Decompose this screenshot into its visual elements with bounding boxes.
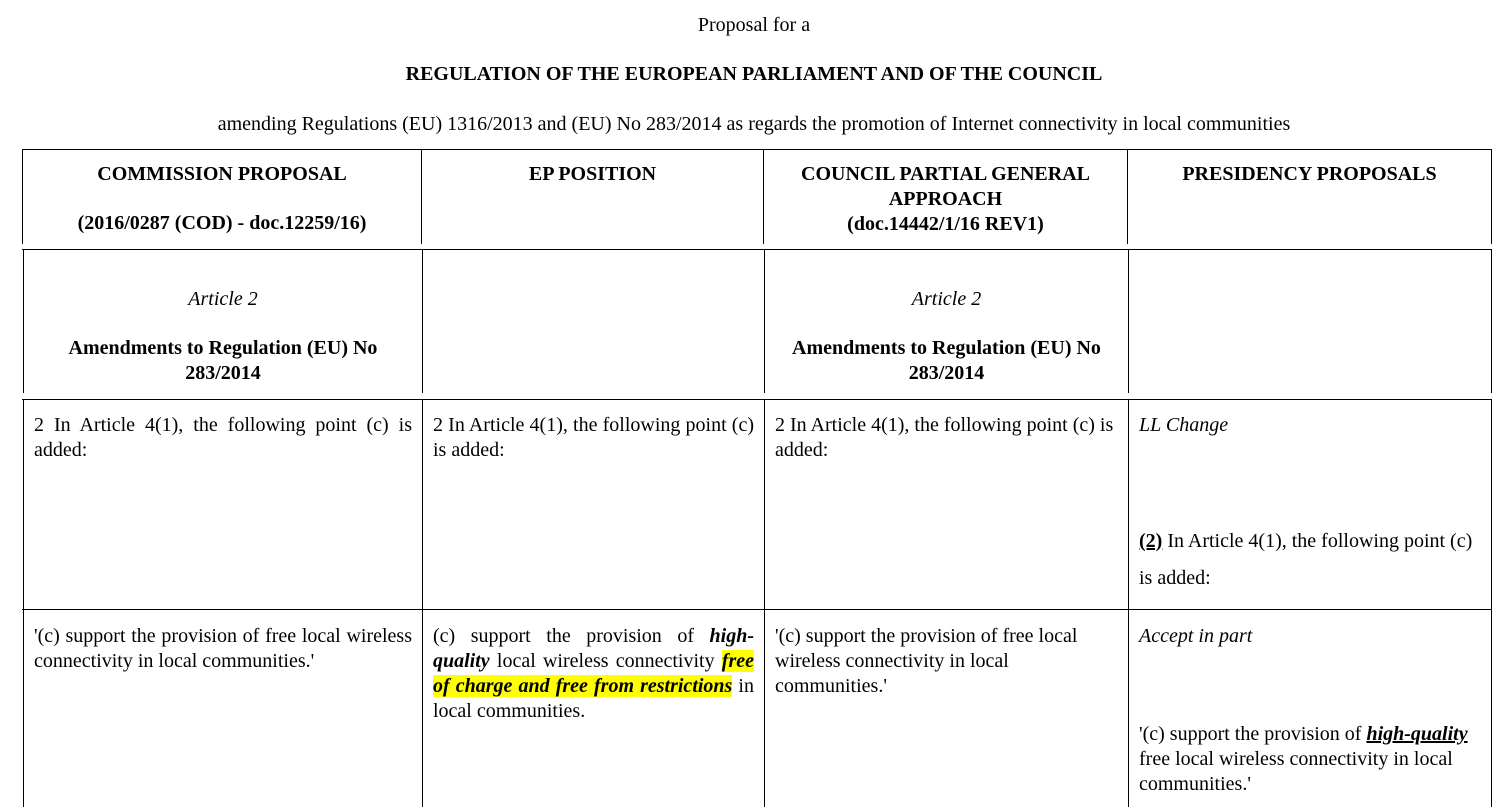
row3-commission-text: '(c) support the provision of free local wireless connectivity in local communities.'	[34, 625, 412, 672]
header-council-title-1: COUNCIL PARTIAL GENERAL	[801, 163, 1090, 185]
row3-presidency-text-a: '(c) support the provision of	[1139, 723, 1367, 745]
row2-commission-text: 2 In Article 4(1), the following point (c) is added:	[34, 414, 412, 461]
header-presidency-title: PRESIDENCY PROPOSALS	[1182, 163, 1437, 185]
row1-council-cell	[765, 287, 1128, 312]
row2-presidency-num: (2)	[1139, 530, 1163, 552]
header-commission-title: COMMISSION PROPOSAL	[97, 163, 347, 185]
row3-ep-text-a: (c) support the provision of	[433, 625, 710, 647]
row3-ep-highlight: free of charge and free from restrictions	[433, 650, 754, 697]
row2-presidency-note-cell	[1139, 413, 1484, 438]
row3-ep-high-quality: high-quality	[433, 625, 754, 672]
commission-article-label: Article 2	[188, 288, 258, 310]
row2-presidency-note: LL Change	[1139, 414, 1229, 436]
row3-ep-text-c: in local communities.	[433, 675, 754, 722]
row3-presidency-high-quality: high-quality	[1366, 723, 1468, 745]
commission-amend-line2: 283/2014	[185, 362, 261, 384]
regulation-subtitle: amending Regulations (EU) 1316/2013 and (EU) No 283/2014 as regards the promotion of Internet connectivity in local communities	[217, 113, 1291, 135]
header-ep-title: EP POSITION	[528, 163, 657, 185]
row2-ep-text: 2 In Article 4(1), the following point (c) is added:	[433, 414, 754, 461]
header-council	[764, 162, 1127, 237]
row3-presidency-note: Accept in part	[1139, 625, 1253, 647]
proposal-for-text: Proposal for a	[697, 14, 811, 36]
row3-ep-text-b: local wireless connectivity	[489, 650, 722, 672]
row2-council-text: 2 In Article 4(1), the following point (c) is added:	[775, 414, 1114, 461]
row3-presidency-note-cell	[1139, 624, 1484, 649]
row1-council-amend	[765, 336, 1128, 386]
header-commission	[23, 162, 421, 187]
row2-presidency-text-cell	[1139, 523, 1484, 597]
regulation-title: REGULATION OF THE EUROPEAN PARLIAMENT AND OF THE COUNCIL	[405, 63, 1103, 85]
row3-presidency-text-b: free local wireless connectivity in local communities.'	[1139, 748, 1453, 795]
row3-presidency-cell	[1139, 722, 1484, 797]
row1-commission-cell	[24, 287, 422, 312]
council-amend-line2: 283/2014	[908, 362, 985, 384]
row3-ep-cell	[433, 624, 754, 724]
header-commission-ref: (2016/0287 (COD) - doc.12259/16)	[77, 212, 367, 234]
council-amend-line1: Amendments to Regulation (EU) No	[792, 337, 1101, 359]
header-presidency	[1128, 162, 1491, 187]
row1-commission-amend	[24, 336, 422, 386]
header-council-ref: (doc.14442/1/16 REV1)	[847, 213, 1044, 235]
council-article-label: Article 2	[911, 288, 982, 310]
header-ep	[422, 162, 763, 187]
row2-presidency-text: In Article 4(1), the following point (c) is added:	[1139, 530, 1473, 589]
header-commission-ref-cell	[23, 211, 421, 236]
commission-amend-line1: Amendments to Regulation (EU) No	[68, 337, 378, 359]
row3-council-text: '(c) support the provision of free local wireless connectivity in local communities.'	[775, 625, 1078, 697]
header-council-title-2: APPROACH	[888, 188, 1003, 210]
